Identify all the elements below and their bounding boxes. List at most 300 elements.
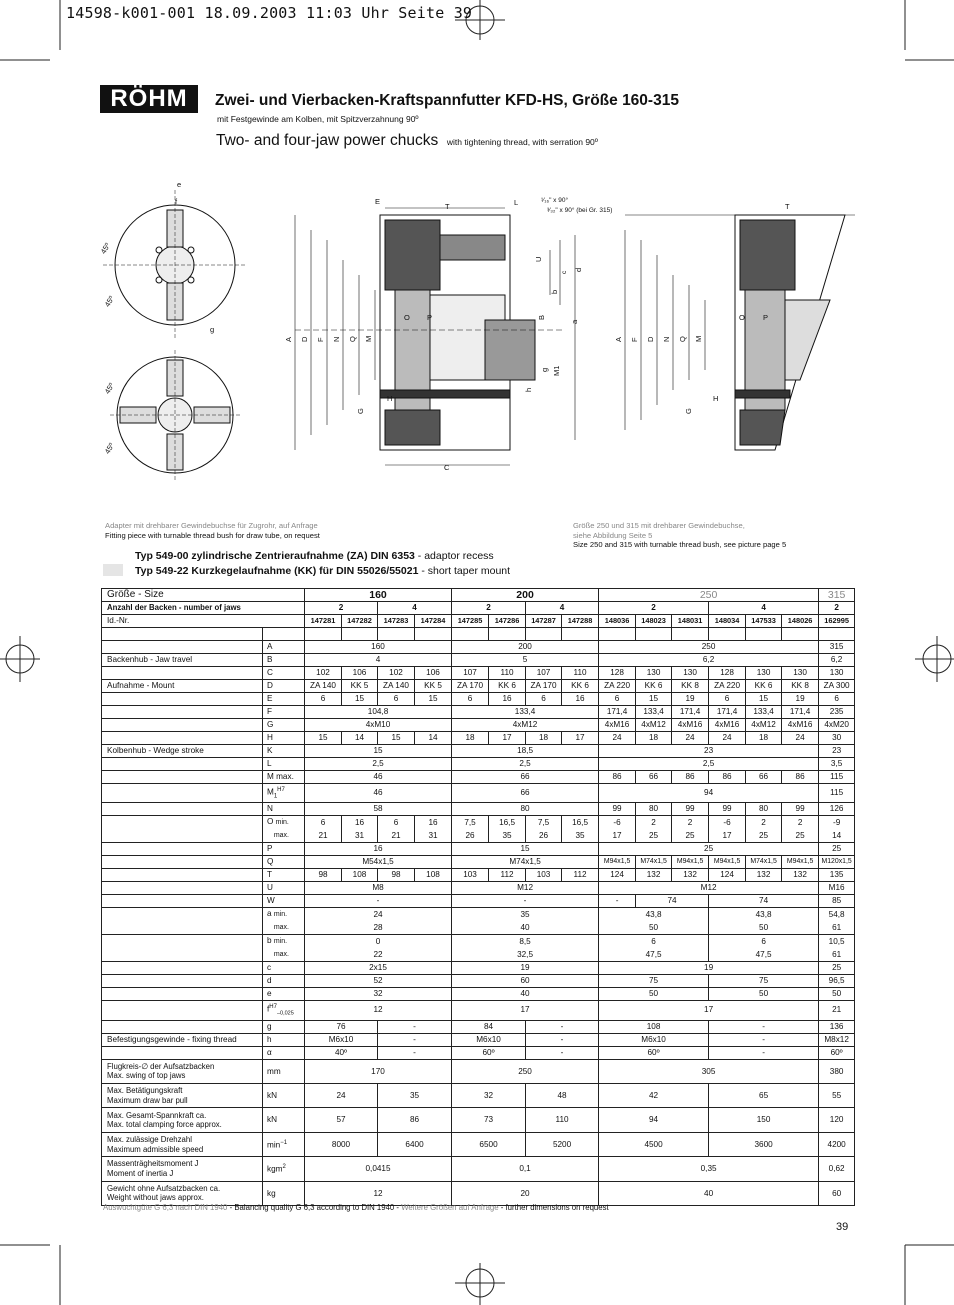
table-cell: 4500 bbox=[599, 1132, 709, 1156]
table-cell: KK 5 bbox=[415, 679, 452, 692]
table-cell: 40 bbox=[452, 921, 599, 935]
row-label bbox=[102, 783, 263, 802]
table-cell: 32,5 bbox=[452, 948, 599, 962]
size-315: 315 bbox=[819, 589, 855, 602]
table-row bbox=[102, 718, 855, 731]
row-label bbox=[102, 705, 263, 718]
table-row bbox=[102, 816, 855, 830]
table-cell: 25 bbox=[672, 829, 709, 843]
table-cell: 18 bbox=[452, 731, 489, 744]
table-cell: 15 bbox=[378, 731, 415, 744]
table-cell: KK 6 bbox=[562, 679, 599, 692]
table-cell: 380 bbox=[819, 1059, 855, 1083]
table-cell: 15 bbox=[342, 692, 378, 705]
id-number: 162995 bbox=[819, 615, 855, 628]
table-cell: 124 bbox=[709, 869, 746, 882]
row-key: h bbox=[263, 1033, 305, 1046]
table-cell: 96,5 bbox=[819, 975, 855, 988]
table-row bbox=[102, 1046, 855, 1059]
table-cell: 99 bbox=[782, 803, 819, 816]
jaws-count: 4 bbox=[709, 602, 819, 615]
table-cell: 73 bbox=[452, 1108, 526, 1132]
table-row bbox=[102, 935, 855, 949]
table-cell: ZA 220 bbox=[709, 679, 746, 692]
table-cell: 103 bbox=[526, 869, 562, 882]
table-cell: 86 bbox=[782, 770, 819, 783]
table-cell: 110 bbox=[562, 666, 599, 679]
row-key: α bbox=[263, 1046, 305, 1059]
table-cell: 31 bbox=[342, 829, 378, 843]
table-cell: 171,4 bbox=[672, 705, 709, 718]
row-key: b min. bbox=[263, 935, 305, 949]
table-cell: 106 bbox=[415, 666, 452, 679]
table-cell: 46 bbox=[305, 783, 452, 802]
table-row bbox=[102, 843, 855, 856]
row-label bbox=[102, 975, 263, 988]
table-cell: 4xM16 bbox=[672, 718, 709, 731]
table-cell: 86 bbox=[672, 770, 709, 783]
label-f: f bbox=[175, 197, 178, 206]
blank-cell bbox=[636, 628, 672, 641]
table-row bbox=[102, 1020, 855, 1033]
row-key: D bbox=[263, 679, 305, 692]
table-cell: 28 bbox=[305, 921, 452, 935]
table-cell: 130 bbox=[782, 666, 819, 679]
label-C: C bbox=[444, 463, 450, 472]
table-cell: 24 bbox=[305, 908, 452, 922]
table-cell: 6400 bbox=[378, 1132, 452, 1156]
table-cell: KK 8 bbox=[672, 679, 709, 692]
page-number: 39 bbox=[836, 1221, 849, 1233]
table-row bbox=[102, 666, 855, 679]
table-cell: 2,5 bbox=[452, 757, 599, 770]
table-cell: 102 bbox=[305, 666, 342, 679]
jaws-count: 4 bbox=[526, 602, 599, 615]
table-cell: 66 bbox=[452, 770, 599, 783]
id-number: 147283 bbox=[378, 615, 415, 628]
row-key: U bbox=[263, 882, 305, 895]
row-label bbox=[102, 770, 263, 783]
table-cell: 19 bbox=[599, 962, 819, 975]
table-cell: 35 bbox=[452, 908, 599, 922]
property-label: Massenträgheitsmoment J Moment of inertia J bbox=[102, 1157, 263, 1181]
table-row bbox=[102, 988, 855, 1001]
jaws-count: 4 bbox=[378, 602, 452, 615]
table-cell: M94x1,5 bbox=[709, 856, 746, 869]
label-N: N bbox=[332, 336, 341, 342]
label-E: E bbox=[375, 197, 381, 206]
label-T-right: T bbox=[785, 202, 790, 211]
table-cell: ZA 140 bbox=[305, 679, 342, 692]
row-label bbox=[102, 1001, 263, 1020]
id-number: 147533 bbox=[746, 615, 782, 628]
table-cell: 2 bbox=[672, 816, 709, 830]
blank-cell bbox=[415, 628, 452, 641]
row-key: B bbox=[263, 653, 305, 666]
table-row bbox=[102, 653, 855, 666]
unit: $\min^{-1}$ bbox=[263, 1132, 305, 1156]
row-label: Kolbenhub - Wedge stroke bbox=[102, 744, 263, 757]
table-cell: 21 bbox=[305, 829, 342, 843]
table-cell: 0,62 bbox=[819, 1157, 855, 1181]
table-cell: 128 bbox=[599, 666, 636, 679]
table-cell: 235 bbox=[819, 705, 855, 718]
label-P: P bbox=[427, 313, 433, 322]
table-cell: 130 bbox=[819, 666, 855, 679]
table-cell: 26 bbox=[526, 829, 562, 843]
blank-cell bbox=[746, 628, 782, 641]
table-cell: 128 bbox=[709, 666, 746, 679]
label-L: L bbox=[514, 198, 519, 207]
table-cell: 4xM16 bbox=[709, 718, 746, 731]
row-label bbox=[102, 843, 263, 856]
label-H-right: H bbox=[713, 394, 719, 403]
table-cell: 15 bbox=[636, 692, 672, 705]
table-cell: 132 bbox=[782, 869, 819, 882]
table-cell: 75 bbox=[709, 975, 819, 988]
size-250: 250 bbox=[599, 589, 819, 602]
label-angle-4: 45º bbox=[102, 441, 117, 456]
row-key: Q bbox=[263, 856, 305, 869]
table-row bbox=[102, 803, 855, 816]
table-cell: - bbox=[709, 1020, 819, 1033]
table-row bbox=[102, 640, 855, 653]
table-row bbox=[102, 602, 855, 615]
table-cell: 6 bbox=[305, 816, 342, 830]
table-row bbox=[102, 921, 855, 935]
row-label bbox=[102, 962, 263, 975]
table-cell: 15 bbox=[452, 843, 599, 856]
table-cell: 48 bbox=[526, 1084, 599, 1108]
table-cell: 3,5 bbox=[819, 757, 855, 770]
table-cell: 23 bbox=[819, 744, 855, 757]
table-cell: 6 bbox=[599, 935, 709, 949]
table-cell: ZA 170 bbox=[452, 679, 489, 692]
table-cell: 12 bbox=[305, 1181, 452, 1205]
row-label bbox=[102, 803, 263, 816]
table-cell: 130 bbox=[746, 666, 782, 679]
table-cell: - bbox=[452, 895, 599, 908]
type-549-00: Typ 549-00 zylindrische Zentrieraufnahme (ZA) DIN 6353 - adaptor recess bbox=[135, 550, 494, 562]
table-cell: 52 bbox=[305, 975, 452, 988]
table-cell: 130 bbox=[636, 666, 672, 679]
table-cell: 18 bbox=[746, 731, 782, 744]
blank-cell bbox=[709, 628, 746, 641]
table-cell: 86 bbox=[599, 770, 636, 783]
row-label bbox=[102, 666, 263, 679]
label-F: F bbox=[316, 337, 325, 342]
row-label: Befestigungsgewinde - fixing thread bbox=[102, 1033, 263, 1046]
table-cell: 2 bbox=[782, 816, 819, 830]
table-cell: 6,2 bbox=[819, 653, 855, 666]
table-cell: 12 bbox=[305, 1001, 452, 1020]
blank-cell bbox=[562, 628, 599, 641]
label-thread-2: ³⁄₃₂" x 90° (bei Gr. 315) bbox=[547, 207, 613, 214]
caption-right bbox=[573, 521, 786, 550]
table-cell: M74x1,5 bbox=[452, 856, 599, 869]
table-cell: 6 bbox=[452, 692, 489, 705]
table-cell: 8,5 bbox=[452, 935, 599, 949]
unit: kN bbox=[263, 1108, 305, 1132]
table-cell: 50 bbox=[709, 921, 819, 935]
table-cell: 133,4 bbox=[452, 705, 599, 718]
caption-right-line-1: Größe 250 und 315 mit drehbarer Gewindebuchse, bbox=[573, 521, 745, 530]
label-e: e bbox=[177, 180, 182, 189]
table-cell: 66 bbox=[452, 783, 599, 802]
row-key: c bbox=[263, 962, 305, 975]
table-cell: - bbox=[599, 895, 636, 908]
table-cell: 4xM16 bbox=[599, 718, 636, 731]
table-cell: 25 bbox=[782, 829, 819, 843]
row-key: g bbox=[263, 1020, 305, 1033]
table-cell: 133,4 bbox=[746, 705, 782, 718]
table-cell: M16 bbox=[819, 882, 855, 895]
table-cell: 40 bbox=[452, 988, 599, 1001]
table-cell: 2 bbox=[746, 816, 782, 830]
blank-cell bbox=[305, 628, 342, 641]
label-D: D bbox=[300, 336, 309, 342]
label-Q-right: Q bbox=[678, 336, 687, 342]
table-cell: M74x1,5 bbox=[746, 856, 782, 869]
label-A-right: A bbox=[614, 336, 623, 342]
table-cell: 66 bbox=[746, 770, 782, 783]
spec-table bbox=[101, 588, 855, 1206]
row-key: $f^{H7}_{-0,025}$ bbox=[263, 1001, 305, 1020]
row-label: Backenhub - Jaw travel bbox=[102, 653, 263, 666]
row-label bbox=[102, 935, 263, 949]
table-cell: 6500 bbox=[452, 1132, 526, 1156]
table-cell: 24 bbox=[782, 731, 819, 744]
table-cell: M94x1,5 bbox=[599, 856, 636, 869]
table-cell: 26 bbox=[452, 829, 489, 843]
table-cell: 108 bbox=[342, 869, 378, 882]
footer-note: Auswuchtgüte G 6,3 nach DIN 1940 - Balancing quality G 6,3 according to DIN 1940 - Weitere Größen auf Anfrage - further dimensions on request bbox=[103, 1203, 609, 1212]
id-number: 147287 bbox=[526, 615, 562, 628]
table-row bbox=[102, 757, 855, 770]
table-cell: 136 bbox=[819, 1020, 855, 1033]
row-label bbox=[102, 948, 263, 962]
table-cell: -9 bbox=[819, 816, 855, 830]
table-row bbox=[102, 705, 855, 718]
table-cell: - bbox=[305, 895, 452, 908]
label-F-right: F bbox=[630, 337, 639, 342]
table-cell: 0,35 bbox=[599, 1157, 819, 1181]
table-cell: - bbox=[526, 1033, 599, 1046]
caption-left bbox=[105, 521, 320, 540]
table-cell: 24 bbox=[305, 1084, 378, 1108]
id-number: 147285 bbox=[452, 615, 489, 628]
row-key: N bbox=[263, 803, 305, 816]
label-M1: M1 bbox=[552, 365, 561, 376]
table-cell: 5200 bbox=[526, 1132, 599, 1156]
table-cell: 75 bbox=[599, 975, 709, 988]
table-cell: 18 bbox=[636, 731, 672, 744]
row-label bbox=[102, 757, 263, 770]
table-cell: 25 bbox=[636, 829, 672, 843]
table-cell: 25 bbox=[819, 962, 855, 975]
table-cell: 0,1 bbox=[452, 1157, 599, 1181]
table-cell: 112 bbox=[489, 869, 526, 882]
blank-cell bbox=[819, 628, 855, 641]
size-header: Größe - Size bbox=[102, 589, 305, 602]
table-cell: 60 bbox=[452, 975, 599, 988]
jaws-count: 2 bbox=[452, 602, 526, 615]
table-cell: 108 bbox=[599, 1020, 709, 1033]
caption-left-en: Fitting piece with turnable thread bush for draw tube, on request bbox=[105, 530, 320, 540]
table-row bbox=[102, 731, 855, 744]
print-slug: 14598-k001-001 18.09.2003 11:03 Uhr Seite 39 bbox=[66, 4, 473, 22]
blank-cell bbox=[526, 628, 562, 641]
blank-cell bbox=[672, 628, 709, 641]
id-header: Id.-Nr. bbox=[102, 615, 305, 628]
table-cell: 15 bbox=[746, 692, 782, 705]
row-key: K bbox=[263, 744, 305, 757]
id-number: 148036 bbox=[599, 615, 636, 628]
table-cell: - bbox=[709, 1046, 819, 1059]
jaws-count: 2 bbox=[599, 602, 709, 615]
table-cell: 6 bbox=[526, 692, 562, 705]
table-cell: 0,0415 bbox=[305, 1157, 452, 1181]
row-key: e bbox=[263, 988, 305, 1001]
row-key: T bbox=[263, 869, 305, 882]
row-key: C bbox=[263, 666, 305, 679]
label-M: M bbox=[364, 335, 373, 342]
label-O: O bbox=[404, 313, 410, 322]
row-label bbox=[102, 895, 263, 908]
table-cell: 21 bbox=[819, 1001, 855, 1020]
table-cell: 24 bbox=[672, 731, 709, 744]
table-cell: M12 bbox=[599, 882, 819, 895]
table-cell: 7,5 bbox=[526, 816, 562, 830]
table-cell: 23 bbox=[599, 744, 819, 757]
table-cell: ZA 300 bbox=[819, 679, 855, 692]
table-cell: 124 bbox=[599, 869, 636, 882]
table-cell: 98 bbox=[378, 869, 415, 882]
table-cell: 50 bbox=[819, 988, 855, 1001]
table-cell: ZA 170 bbox=[526, 679, 562, 692]
row-key: F bbox=[263, 705, 305, 718]
page-title-de: Zwei- und Vierbacken-Kraftspannfutter KFD-HS, Größe 160-315 bbox=[215, 92, 679, 109]
table-row bbox=[102, 882, 855, 895]
table-cell: 18,5 bbox=[452, 744, 599, 757]
front-view-two-jaw bbox=[103, 190, 247, 340]
table-row bbox=[102, 869, 855, 882]
table-cell: KK 8 bbox=[782, 679, 819, 692]
table-cell: M6x10 bbox=[452, 1033, 526, 1046]
table-cell: 17 bbox=[709, 829, 746, 843]
table-cell: 32 bbox=[305, 988, 452, 1001]
size-160: 160 bbox=[305, 589, 452, 602]
table-row bbox=[102, 1181, 855, 1205]
table-cell: 16 bbox=[305, 843, 452, 856]
table-cell: 3600 bbox=[709, 1132, 819, 1156]
table-cell: 31 bbox=[415, 829, 452, 843]
jaws-count: 2 bbox=[305, 602, 378, 615]
table-row bbox=[102, 679, 855, 692]
table-cell: M6x10 bbox=[305, 1033, 378, 1046]
table-cell: 99 bbox=[709, 803, 746, 816]
table-cell: 171,4 bbox=[709, 705, 746, 718]
table-cell: 315 bbox=[819, 640, 855, 653]
table-cell: 17 bbox=[562, 731, 599, 744]
table-cell: 40º bbox=[305, 1046, 378, 1059]
row-label bbox=[102, 856, 263, 869]
table-cell: 4xM16 bbox=[782, 718, 819, 731]
table-cell: 84 bbox=[452, 1020, 526, 1033]
table-cell: KK 6 bbox=[636, 679, 672, 692]
table-cell: M54x1,5 bbox=[305, 856, 452, 869]
table-cell: KK 6 bbox=[489, 679, 526, 692]
table-row bbox=[102, 628, 855, 641]
jaws-header: Anzahl der Backen - number of jaws bbox=[102, 602, 305, 615]
table-cell: 10,5 bbox=[819, 935, 855, 949]
label-angle-2: 45º bbox=[102, 294, 117, 309]
table-cell: 43,8 bbox=[709, 908, 819, 922]
label-G-right: G bbox=[684, 408, 693, 414]
table-cell: 130 bbox=[672, 666, 709, 679]
table-cell: 94 bbox=[599, 1108, 709, 1132]
table-cell: 20 bbox=[452, 1181, 599, 1205]
table-cell: 2x15 bbox=[305, 962, 452, 975]
table-cell: 6 bbox=[305, 692, 342, 705]
table-cell: 4xM12 bbox=[636, 718, 672, 731]
label-angle-1: 45º bbox=[98, 241, 113, 256]
table-row bbox=[102, 1157, 855, 1181]
table-cell: 32 bbox=[452, 1084, 526, 1108]
table-cell: 6 bbox=[378, 816, 415, 830]
row-label bbox=[102, 921, 263, 935]
table-cell: 8000 bbox=[305, 1132, 378, 1156]
table-cell: 4xM12 bbox=[746, 718, 782, 731]
table-cell: 25 bbox=[819, 843, 855, 856]
roehm-logo: RÖHM bbox=[100, 85, 198, 113]
row-label bbox=[102, 692, 263, 705]
table-cell: 60º bbox=[819, 1046, 855, 1059]
table-cell: 22 bbox=[305, 948, 452, 962]
label-c: c bbox=[561, 270, 568, 274]
table-cell: - bbox=[378, 1020, 452, 1033]
label-N-right: N bbox=[662, 336, 671, 342]
table-cell: 126 bbox=[819, 803, 855, 816]
table-row bbox=[102, 1059, 855, 1083]
table-row bbox=[102, 1108, 855, 1132]
blank-cell bbox=[599, 628, 636, 641]
table-row bbox=[102, 783, 855, 802]
table-cell: 171,4 bbox=[782, 705, 819, 718]
row-label bbox=[102, 718, 263, 731]
table-cell: 103 bbox=[452, 869, 489, 882]
table-cell: - bbox=[378, 1046, 452, 1059]
table-cell: 74 bbox=[709, 895, 819, 908]
label-M-right: M bbox=[694, 335, 703, 342]
table-cell: 107 bbox=[452, 666, 489, 679]
label-B: B bbox=[537, 314, 546, 320]
row-label bbox=[102, 640, 263, 653]
table-cell: 16,5 bbox=[489, 816, 526, 830]
table-cell: 17 bbox=[489, 731, 526, 744]
table-cell: 171,4 bbox=[599, 705, 636, 718]
table-cell: 25 bbox=[746, 829, 782, 843]
table-cell: 58 bbox=[305, 803, 452, 816]
table-row bbox=[102, 948, 855, 962]
table-cell: 17 bbox=[452, 1001, 599, 1020]
technical-drawing bbox=[95, 180, 855, 480]
table-cell: 135 bbox=[819, 869, 855, 882]
table-cell: 2 bbox=[636, 816, 672, 830]
table-cell: M74x1,5 bbox=[636, 856, 672, 869]
table-cell: 110 bbox=[489, 666, 526, 679]
table-cell: 160 bbox=[305, 640, 452, 653]
